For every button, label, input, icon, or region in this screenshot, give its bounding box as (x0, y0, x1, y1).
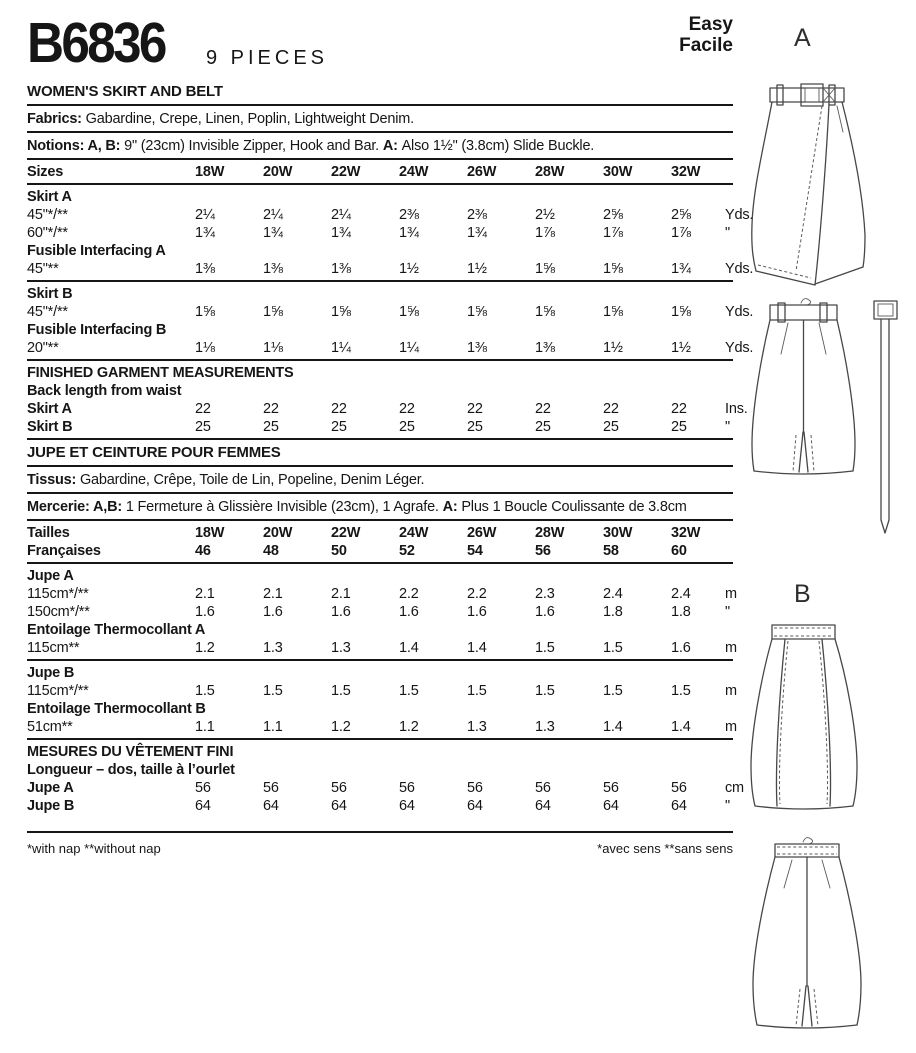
notes-text: 1 Fermeture à Glissière Invisible (23cm), 1 Agrafe. (125, 499, 443, 515)
cell-value: 56 (671, 780, 687, 796)
notes-label: Notions: A, B: (27, 138, 125, 154)
cell-value: 1⅝ (671, 304, 691, 320)
cell-value: 1¾ (467, 225, 487, 241)
data-row (27, 303, 754, 321)
unit-cell: " (725, 419, 730, 435)
unit-cell: Yds. (725, 207, 754, 223)
footnote-fr: *avec sens **sans sens (597, 841, 733, 856)
section-heading: MESURES DU VÊTEMENT FINI (27, 744, 234, 760)
topstitch-dashed-line (777, 847, 837, 854)
cell-value: 64 (195, 798, 211, 814)
notes-text: Also 1½" (3.8cm) Slide Buckle. (401, 138, 595, 154)
footnotes (27, 841, 733, 856)
cell-value: 1¾ (263, 225, 283, 241)
cell-value: 1.2 (195, 640, 215, 656)
cell-value: 1.4 (467, 640, 487, 656)
notes-row (27, 136, 733, 160)
belt-buckle-icon (801, 84, 823, 106)
row-label: Skirt B (27, 419, 73, 435)
back-vent (799, 432, 808, 472)
waistband (772, 625, 835, 639)
cell-value: 60 (671, 543, 687, 559)
cell-value: 1.5 (671, 683, 691, 699)
cell-value: 48 (263, 543, 279, 559)
cell-value: 2¼ (263, 207, 283, 223)
row-label: Jupe B (27, 798, 75, 814)
notes-label: Mercerie: A,B: (27, 499, 126, 515)
cell-value: 46 (195, 543, 211, 559)
cell-value: 2.4 (603, 586, 623, 602)
data-row (27, 718, 737, 740)
cell-value: 30W (603, 525, 633, 541)
unit-cell: " (725, 604, 730, 620)
cell-value: 58 (603, 543, 619, 559)
cell-value: 56 (535, 780, 551, 796)
data-row (27, 779, 744, 797)
notes-row (27, 470, 733, 494)
view-a-front-illustration (725, 70, 916, 292)
header (27, 11, 733, 75)
cell-value: 1⅝ (467, 304, 487, 320)
cell-value: 1⅜ (535, 340, 555, 356)
cell-value: 1.8 (671, 604, 691, 620)
cell-value: 64 (467, 798, 483, 814)
cell-value: 1.6 (195, 604, 215, 620)
cell-value: 1⅝ (195, 304, 215, 320)
notes-text: Plus 1 Boucle Coulissante de 3.8cm (461, 499, 687, 515)
section-heading: Back length from waist (27, 383, 182, 399)
size-header-row (27, 163, 733, 185)
notes-label: Fabrics: (27, 111, 86, 127)
cell-value: 1.2 (399, 719, 419, 735)
cell-value: 1.6 (331, 604, 351, 620)
unit-cell: m (725, 719, 737, 735)
cell-value: 54 (467, 543, 483, 559)
cell-value: 1⅞ (603, 225, 623, 241)
difficulty-en: Easy (688, 14, 733, 35)
cell-value: 1.5 (331, 683, 351, 699)
waistband (775, 844, 839, 857)
cell-value: 56 (399, 780, 415, 796)
section-heading: FINISHED GARMENT MEASUREMENTS (27, 365, 294, 381)
section-heading: Entoilage Thermocollant A (27, 622, 206, 638)
notes-label: A: (382, 138, 402, 154)
cell-value: 1¼ (399, 340, 419, 356)
cell-value: 2.2 (399, 586, 419, 602)
data-row (27, 639, 737, 661)
cell-value: 1.1 (195, 719, 215, 735)
belt-loop-icon (820, 303, 827, 322)
row-label: 115cm** (27, 640, 80, 656)
data-row (27, 603, 733, 621)
belt-strap (881, 319, 889, 533)
cell-value: 25 (467, 419, 483, 435)
table-title: JUPE ET CEINTURE POUR FEMMES (27, 443, 733, 467)
cell-value: 1⅝ (399, 304, 419, 320)
row-label: 45"*/** (27, 304, 68, 320)
cell-value: 2⅝ (603, 207, 623, 223)
cell-value: 1.6 (535, 604, 555, 620)
row-label: Françaises (27, 543, 101, 559)
cell-value: 22W (331, 164, 361, 180)
cell-value: 64 (263, 798, 279, 814)
cell-value: 1.5 (603, 683, 623, 699)
cell-value: 1¼ (331, 340, 351, 356)
cell-value: 1.4 (603, 719, 623, 735)
section-heading: Fusible Interfacing B (27, 322, 167, 338)
cell-value: 22 (399, 401, 415, 417)
view-a-label: A (794, 24, 812, 52)
cell-value: 1.6 (467, 604, 487, 620)
row-label: Jupe A (27, 780, 74, 796)
hook-icon (803, 838, 813, 844)
section-heading: Entoilage Thermocollant B (27, 701, 206, 717)
back-vent (802, 986, 812, 1026)
difficulty-fr: Facile (679, 35, 733, 56)
cell-value: 56 (535, 543, 551, 559)
cell-value: 1.8 (603, 604, 623, 620)
section-heading: Longueur – dos, taille à l’ourlet (27, 762, 235, 778)
cell-value: 2.1 (331, 586, 351, 602)
cell-value: 1.5 (195, 683, 215, 699)
cell-value: 1.5 (263, 683, 283, 699)
data-row (27, 682, 737, 700)
cell-value: 1⅜ (195, 261, 215, 277)
cell-value: 18W (195, 525, 225, 541)
row-label: 45"** (27, 261, 59, 277)
row-label: Sizes (27, 164, 64, 180)
cell-value: 20W (263, 164, 293, 180)
notes-text: Gabardine, Crêpe, Toile de Lin, Popeline, Denim Léger. (79, 472, 425, 488)
cell-value: 1½ (399, 261, 419, 277)
cell-value: 1¾ (195, 225, 215, 241)
row-label: 115cm*/** (27, 586, 89, 602)
cell-value: 1½ (467, 261, 487, 277)
cell-value: 56 (331, 780, 347, 796)
cell-value: 1.6 (399, 604, 419, 620)
section-heading: Jupe B (27, 665, 75, 681)
cell-value: 32W (671, 164, 701, 180)
cell-value: 22 (603, 401, 619, 417)
cell-value: 1⅝ (331, 304, 351, 320)
unit-cell: " (725, 225, 730, 241)
cell-value: 1¾ (671, 261, 691, 277)
section-heading: Jupe A (27, 568, 74, 584)
row-label: 45"*/** (27, 207, 68, 223)
row-label: Skirt A (27, 401, 72, 417)
notes-label: A: (442, 499, 462, 515)
pattern-number: B6836 (27, 11, 165, 75)
unit-cell: m (725, 586, 737, 602)
row-label: 150cm*/** (27, 604, 90, 620)
cell-value: 22 (671, 401, 687, 417)
topstitch-dashed-line (774, 628, 833, 636)
view-b-label: B (794, 580, 812, 608)
topstitch-dashed-line (796, 106, 822, 271)
cell-value: 1½ (603, 340, 623, 356)
cell-value: 25 (331, 419, 347, 435)
cell-value: 1⅝ (603, 304, 623, 320)
cell-value: 1.6 (671, 640, 691, 656)
cell-value: 64 (603, 798, 619, 814)
cell-value: 1.5 (535, 640, 555, 656)
cell-value: 2¼ (195, 207, 215, 223)
notes-text: Gabardine, Crepe, Linen, Poplin, Lightweight Denim. (85, 111, 414, 127)
row-label: Tailles (27, 525, 70, 541)
cell-value: 1⅜ (467, 340, 487, 356)
cell-value: 2.2 (467, 586, 487, 602)
cell-value: 22W (331, 525, 361, 541)
cell-value: 2.1 (195, 586, 215, 602)
unit-cell: Yds. (725, 304, 754, 320)
princess-seam (776, 639, 785, 806)
cell-value: 56 (603, 780, 619, 796)
cell-value: 64 (399, 798, 415, 814)
cell-value: 1.4 (671, 719, 691, 735)
cell-value: 1⅝ (263, 304, 283, 320)
cell-value: 1.3 (467, 719, 487, 735)
cell-value: 1.5 (535, 683, 555, 699)
cell-value: 22 (331, 401, 347, 417)
notes-row (27, 109, 733, 133)
data-row (27, 418, 733, 440)
cell-value: 25 (399, 419, 415, 435)
cell-value: 1.5 (399, 683, 419, 699)
notes-text: 9" (23cm) Invisible Zipper, Hook and Bar. (124, 138, 383, 154)
cell-value: 1.2 (331, 719, 351, 735)
cell-value: 1⅜ (263, 261, 283, 277)
cell-value: 1⅞ (535, 225, 555, 241)
cell-value: 1⅝ (535, 304, 555, 320)
cell-value: 1⅛ (263, 340, 283, 356)
cell-value: 18W (195, 164, 225, 180)
data-row (27, 206, 754, 224)
cell-value: 25 (535, 419, 551, 435)
notes-row (27, 497, 733, 521)
cell-value: 1.3 (331, 640, 351, 656)
cell-value: 22 (535, 401, 551, 417)
view-b-front-illustration (722, 618, 916, 818)
cell-value: 25 (195, 419, 211, 435)
unit-cell: Ins. (725, 401, 748, 417)
cell-value: 1.4 (399, 640, 419, 656)
data-row (27, 400, 748, 418)
cell-value: 1⅞ (671, 225, 691, 241)
cell-value: 2⅜ (399, 207, 419, 223)
cell-value: 1.6 (263, 604, 283, 620)
data-row (27, 260, 754, 282)
cell-value: 22 (263, 401, 279, 417)
cell-value: 20W (263, 525, 293, 541)
row-label: 60"*/** (27, 225, 68, 241)
footnote-en: *with nap **without nap (27, 841, 161, 856)
cell-value: 2.4 (671, 586, 691, 602)
cell-value: 64 (331, 798, 347, 814)
cell-value: 1.1 (263, 719, 283, 735)
size-header-row (27, 524, 733, 542)
cell-value: 64 (535, 798, 551, 814)
row-label: 20"** (27, 340, 59, 356)
cell-value: 2½ (535, 207, 555, 223)
hook-icon (801, 299, 811, 305)
row-label: 51cm** (27, 719, 73, 735)
cell-value: 56 (195, 780, 211, 796)
data-row (27, 339, 754, 361)
cell-value: 26W (467, 525, 497, 541)
cell-value: 1.5 (467, 683, 487, 699)
unit-cell: Yds. (725, 261, 754, 277)
cell-value: 2.1 (263, 586, 283, 602)
cell-value: 2⅝ (671, 207, 691, 223)
unit-cell: m (725, 683, 737, 699)
cell-value: 24W (399, 164, 429, 180)
size-header-row (27, 542, 733, 564)
cell-value: 25 (671, 419, 687, 435)
difficulty-badge (679, 14, 733, 56)
cell-value: 2.3 (535, 586, 555, 602)
cell-value: 64 (671, 798, 687, 814)
cell-value: 1¾ (331, 225, 351, 241)
cell-value: 25 (603, 419, 619, 435)
cell-value: 26W (467, 164, 497, 180)
cell-value: 2¼ (331, 207, 351, 223)
cell-value: 56 (263, 780, 279, 796)
pieces-count: 9 PIECES (205, 47, 329, 69)
cell-value: 30W (603, 164, 633, 180)
data-row (27, 585, 737, 603)
cell-value: 24W (399, 525, 429, 541)
table-title: WOMEN'S SKIRT AND BELT (27, 82, 733, 106)
unit-cell: m (725, 640, 737, 656)
cell-value: 1.3 (263, 640, 283, 656)
unit-cell: Yds. (725, 340, 754, 356)
cell-value: 1⅜ (331, 261, 351, 277)
princess-seam (822, 639, 831, 806)
view-a-back-illustration (722, 292, 916, 592)
view-b-back-illustration (722, 836, 916, 1041)
data-row (27, 224, 733, 242)
cell-value: 2⅜ (467, 207, 487, 223)
section-heading: Fusible Interfacing A (27, 243, 166, 259)
cell-value: 1½ (671, 340, 691, 356)
cell-value: 1⅝ (603, 261, 623, 277)
notes-label: Tissus: (27, 472, 80, 488)
cell-value: 1¾ (399, 225, 419, 241)
cell-value: 22 (467, 401, 483, 417)
cell-value: 1⅝ (535, 261, 555, 277)
section-heading: Skirt A (27, 189, 72, 205)
cell-value: 52 (399, 543, 415, 559)
cell-value: 25 (263, 419, 279, 435)
cell-value: 32W (671, 525, 701, 541)
yardage-table (27, 82, 754, 833)
data-row (27, 797, 733, 833)
cell-value: 28W (535, 525, 565, 541)
cell-value: 56 (467, 780, 483, 796)
unit-cell: cm (725, 780, 744, 796)
cell-value: 28W (535, 164, 565, 180)
left-column (27, 11, 754, 856)
section-heading: Skirt B (27, 286, 73, 302)
cell-value: 50 (331, 543, 347, 559)
belt-loop-icon (778, 303, 785, 322)
cell-value: 1.3 (535, 719, 555, 735)
cell-value: 22 (195, 401, 211, 417)
cell-value: 1⅛ (195, 340, 215, 356)
cell-value: 1.5 (603, 640, 623, 656)
row-label: 115cm*/** (27, 683, 89, 699)
unit-cell: " (725, 798, 730, 814)
